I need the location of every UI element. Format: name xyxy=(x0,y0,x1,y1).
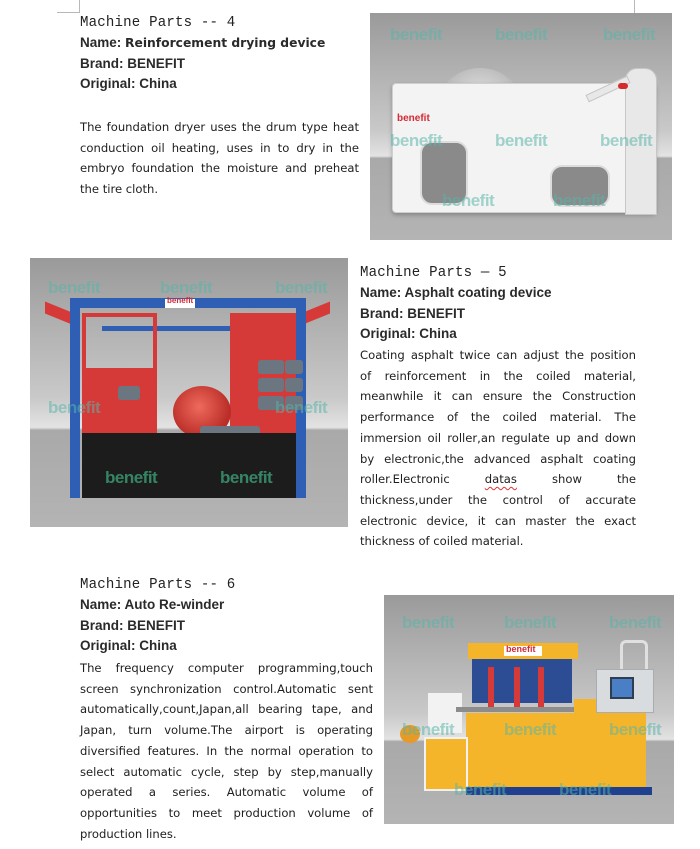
brand-plate: benefit xyxy=(167,296,194,305)
watermark: benefit xyxy=(559,780,612,799)
spec-origin xyxy=(80,74,360,95)
section-heading: Machine Parts — 5 xyxy=(360,265,507,281)
red-roller-cap xyxy=(618,83,628,89)
machine-6-photo xyxy=(384,595,674,824)
spec-value: BENEFIT xyxy=(127,617,186,633)
spec-label: Brand: xyxy=(360,305,404,321)
watermark: benefit xyxy=(609,613,662,632)
section-description: The frequency computer programming,touch screen synchronization control.Automatic sent automatically,count,Japan,all bearing tape, and Japan, turn volume.The airport is operating diversified features. In the normal operation to select automatic cycle, step by step,manually operated a series. Automatic volume of opportunities to meet production volume of production lines. xyxy=(80,661,373,841)
watermark: benefit xyxy=(504,613,557,632)
section-description: The foundation dryer uses the drum type heat conduction oil heating, uses in to dry in the embryo foundation the moisture and preheat the tire cloth. xyxy=(80,120,359,197)
spec-label: Brand: xyxy=(80,55,124,71)
crop-mark-top-left xyxy=(57,0,80,13)
spec-value: BENEFIT xyxy=(407,305,466,321)
watermark: benefit xyxy=(402,613,455,632)
spellcheck-flagged-word[interactable]: datas xyxy=(484,472,517,487)
spec-origin xyxy=(360,324,640,345)
section-machine-5 xyxy=(360,263,640,345)
watermark: benefit xyxy=(609,720,662,739)
description-text: show the thickness,under the control of accurate electronic device, it can master the exact thickness of coiled material. xyxy=(360,472,636,549)
spec-brand xyxy=(80,616,370,637)
section-machine-4 xyxy=(80,13,360,95)
spec-label: Name: xyxy=(80,597,122,612)
spec-label: Original: xyxy=(360,326,416,341)
section-machine-6 xyxy=(80,575,370,657)
spec-brand xyxy=(360,304,640,325)
spec-value: Asphalt coating device xyxy=(404,285,552,300)
brand-plate: benefit xyxy=(397,113,430,124)
watermark: benefit xyxy=(275,398,328,417)
spec-value: Auto Re-winder xyxy=(124,597,225,612)
blade-carriage xyxy=(472,659,572,703)
watermark: benefit xyxy=(48,398,101,417)
watermark: benefit xyxy=(105,468,158,487)
spec-value: Reinforcement drying device xyxy=(125,36,326,50)
watermark: benefit xyxy=(390,131,443,150)
brand-plate: benefit xyxy=(506,644,536,654)
spec-label: Original: xyxy=(80,638,136,653)
watermark: benefit xyxy=(553,191,606,210)
spec-name xyxy=(360,283,640,304)
spec-value: China xyxy=(139,76,177,91)
winding-shaft xyxy=(456,707,574,712)
spec-label: Name: xyxy=(80,35,122,50)
watermark: benefit xyxy=(160,278,213,297)
spec-label: Original: xyxy=(80,76,136,91)
gear-motor xyxy=(285,378,303,392)
spec-value: China xyxy=(419,326,457,341)
slitter-blade xyxy=(514,667,520,707)
watermark: benefit xyxy=(504,720,557,739)
section-heading: Machine Parts -- 4 xyxy=(80,15,236,31)
watermark: benefit xyxy=(600,131,653,150)
machine-4-photo xyxy=(370,13,672,240)
watermark: benefit xyxy=(442,191,495,210)
spec-value: BENEFIT xyxy=(127,55,186,71)
spec-value: China xyxy=(139,638,177,653)
watermark: benefit xyxy=(603,25,656,44)
touch-screen xyxy=(610,677,634,699)
crop-mark-top-right xyxy=(634,0,635,13)
description-text: Coating asphalt twice can adjust the position of reinforcement in the coiled material, meanwhile it can ensure the Construction performance of the coiled material. The immersion oil roller,an regulate up and down by electronic,the advanced asphalt coating roller.Electronic xyxy=(360,348,636,487)
spec-origin xyxy=(80,636,370,657)
watermark: benefit xyxy=(495,25,548,44)
spec-label: Brand: xyxy=(80,617,124,633)
watermark: benefit xyxy=(495,131,548,150)
watermark: benefit xyxy=(220,468,273,487)
spec-brand xyxy=(80,54,360,75)
machine-5-photo xyxy=(30,258,348,527)
slitter-blade xyxy=(488,667,494,707)
asphalt-tank xyxy=(82,433,296,498)
spec-name xyxy=(80,33,360,54)
gear-motor xyxy=(258,378,284,392)
section-heading: Machine Parts -- 6 xyxy=(80,577,236,593)
spec-name xyxy=(80,595,370,616)
section-description xyxy=(360,345,636,552)
gear-motor xyxy=(258,360,284,374)
watermark: benefit xyxy=(454,780,507,799)
watermark: benefit xyxy=(48,278,101,297)
slitter-blade xyxy=(538,667,544,707)
drive-motor-small xyxy=(118,386,140,400)
gear-motor xyxy=(285,360,303,374)
watermark: benefit xyxy=(390,25,443,44)
spec-label: Name: xyxy=(360,285,402,300)
watermark: benefit xyxy=(275,278,328,297)
watermark: benefit xyxy=(402,720,455,739)
